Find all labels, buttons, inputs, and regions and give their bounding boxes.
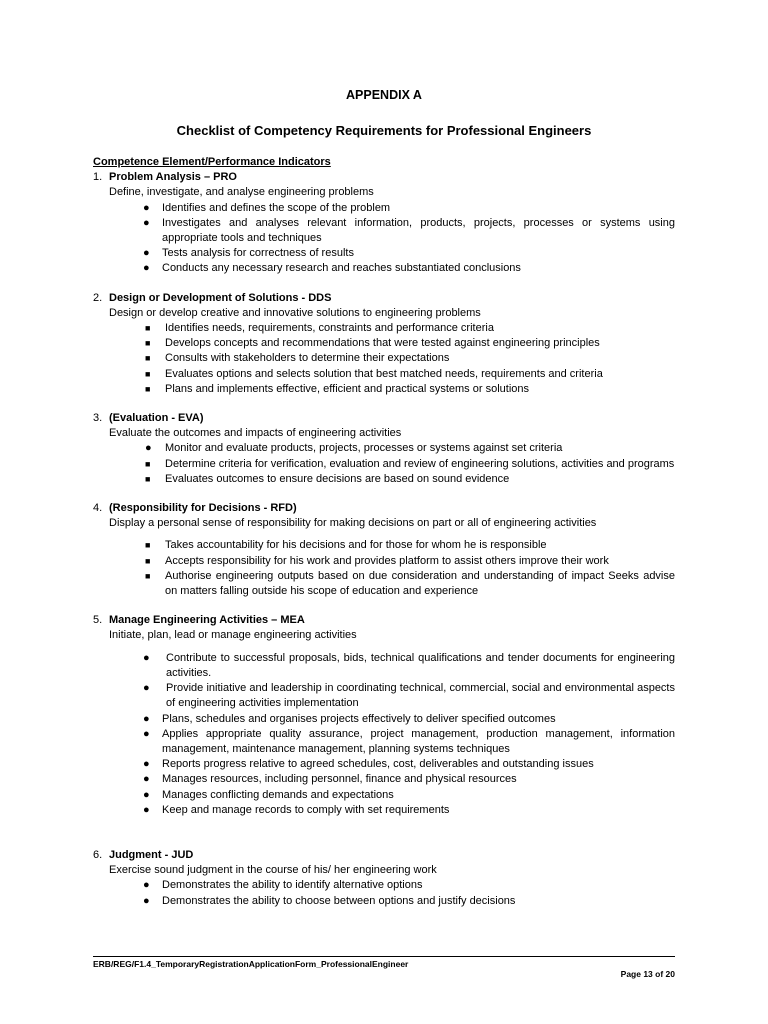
bullet-icon: ● [145,442,152,455]
section-number: 5. [93,614,103,627]
bullet-icon: ● [143,651,150,664]
bullet-icon: ● [143,201,150,214]
list-item: ■ Accepts responsibility for his work and provides platform to assist others improve their work [93,554,675,569]
list-item: ● Monitor and evaluate products, projects, processes or systems against set criteria [93,441,675,456]
section-description: Define, investigate, and analyse engineering problems [109,186,374,199]
indicator-list [93,651,675,818]
bullet-icon: ● [143,758,150,771]
section-title: Problem Analysis – PRO [109,171,237,184]
list-item: ● Applies appropriate quality assurance, project management, production management, information management, maintenance management, planning systems techniques [143,727,675,755]
section-6 [93,848,675,909]
square-bullet-icon: ■ [145,570,151,581]
section-2 [93,291,675,397]
bullet-icon: ● [143,727,150,740]
square-bullet-icon: ■ [145,458,151,469]
list-item: ● Investigates and analyses relevant information, products, projects, processes or systems using appropriate tools and techniques [143,216,675,245]
list-item: ■ Identifies needs, requirements, constraints and performance criteria [93,321,675,336]
bullet-icon: ● [143,788,150,801]
indicator-list [93,321,675,397]
list-item: ● Manages resources, including personnel, finance and physical resources [93,772,675,787]
section-1 [93,170,675,276]
list-item: ● Demonstrates the ability to identify alternative options [93,878,675,893]
footer-page-number: Page 13 of 20 [620,969,675,979]
list-item: ■ Plans and implements effective, efficient and practical systems or solutions [93,382,675,397]
section-5 [93,613,675,818]
section-description: Design or develop creative and innovative solutions to engineering problems [109,306,481,319]
section-number: 2. [93,291,103,304]
square-bullet-icon: ■ [145,323,151,334]
bullet-icon: ● [143,262,150,275]
document-title: Checklist of Competency Requirements for Professional Engineers [176,123,592,138]
list-item: ● Manages conflicting demands and expectations [93,788,675,803]
square-bullet-icon: ■ [145,555,151,566]
section-4 [93,501,675,599]
appendix-label: APPENDIX A [346,88,422,102]
bullet-icon: ● [143,216,150,229]
list-item: ● Contribute to successful proposals, bids, technical qualifications and tender documents for engineering activities. [143,651,675,679]
list-item: ● Identifies and defines the scope of the problem [93,201,675,216]
footer-form-code: ERB/REG/F1.4_TemporaryRegistrationApplicationForm_ProfessionalEngineer [93,959,409,969]
section-number: 4. [93,502,103,515]
indicator-list [93,441,675,487]
bullet-icon: ● [143,712,150,725]
indicator-list [93,538,675,599]
bullet-icon: ● [143,894,150,907]
section-number: 1. [93,171,103,184]
list-item: ● Conducts any necessary research and reaches substantiated conclusions [93,261,675,276]
square-bullet-icon: ■ [145,383,151,394]
list-item: ● Provide initiative and leadership in coordinating technical, commercial, social and environmental aspects of engineering activities implementation [143,682,675,710]
square-bullet-icon: ■ [145,473,151,484]
list-item: ● Plans, schedules and organises projects effectively to deliver specified outcomes [93,712,675,727]
list-item: ■ Authorise engineering outputs based on due consideration and understanding of impact Seeks advise on matters falling outside his scope of education and experience [145,569,675,598]
square-bullet-icon: ■ [145,338,151,349]
section-title: Manage Engineering Activities – MEA [109,614,305,627]
section-title: (Evaluation - EVA) [109,412,204,425]
section-title: (Responsibility for Decisions - RFD) [109,502,297,515]
bullet-icon: ● [143,247,150,260]
bullet-icon: ● [143,773,150,786]
footer-divider [93,956,675,957]
section-heading: Competence Element/Performance Indicators [93,156,331,168]
list-item: ● Tests analysis for correctness of results [93,246,675,261]
list-item: ■ Takes accountability for his decisions and for those for whom he is responsible [93,538,675,553]
square-bullet-icon: ■ [145,368,151,379]
bullet-icon: ● [143,803,150,816]
list-item: ● Demonstrates the ability to choose between options and justify decisions [93,894,675,909]
list-item: ■ Evaluates outcomes to ensure decisions are based on sound evidence [93,472,675,487]
section-number: 3. [93,412,103,425]
section-description: Initiate, plan, lead or manage engineering activities [109,629,357,642]
section-title: Judgment - JUD [109,848,194,861]
bullet-icon: ● [143,682,150,695]
document-body [93,155,675,909]
section-3 [93,411,675,487]
indicator-list [93,878,675,908]
section-description: Evaluate the outcomes and impacts of engineering activities [109,427,402,440]
section-description: Exercise sound judgment in the course of his/ her engineering work [109,864,437,877]
square-bullet-icon: ■ [145,540,151,551]
bullet-icon: ● [143,879,150,892]
square-bullet-icon: ■ [145,353,151,364]
section-number: 6. [93,848,103,861]
list-item: ● Keep and manage records to comply with set requirements [93,803,675,818]
list-item: ● Reports progress relative to agreed schedules, cost, deliverables and outstanding issues [93,757,675,772]
list-item: ■ Consults with stakeholders to determine their expectations [93,351,675,366]
list-item: ■ Develops concepts and recommendations that were tested against engineering principles [93,336,675,351]
list-item: ■ Determine criteria for verification, evaluation and review of engineering solutions, activities and programs [93,457,675,472]
list-item: ■ Evaluates options and selects solution that best matched needs, requirements and criteria [93,367,675,382]
section-description: Display a personal sense of responsibility for making decisions on part or all of engineering activities [109,517,597,530]
indicator-list [93,201,675,277]
section-title: Design or Development of Solutions - DDS [109,291,332,304]
